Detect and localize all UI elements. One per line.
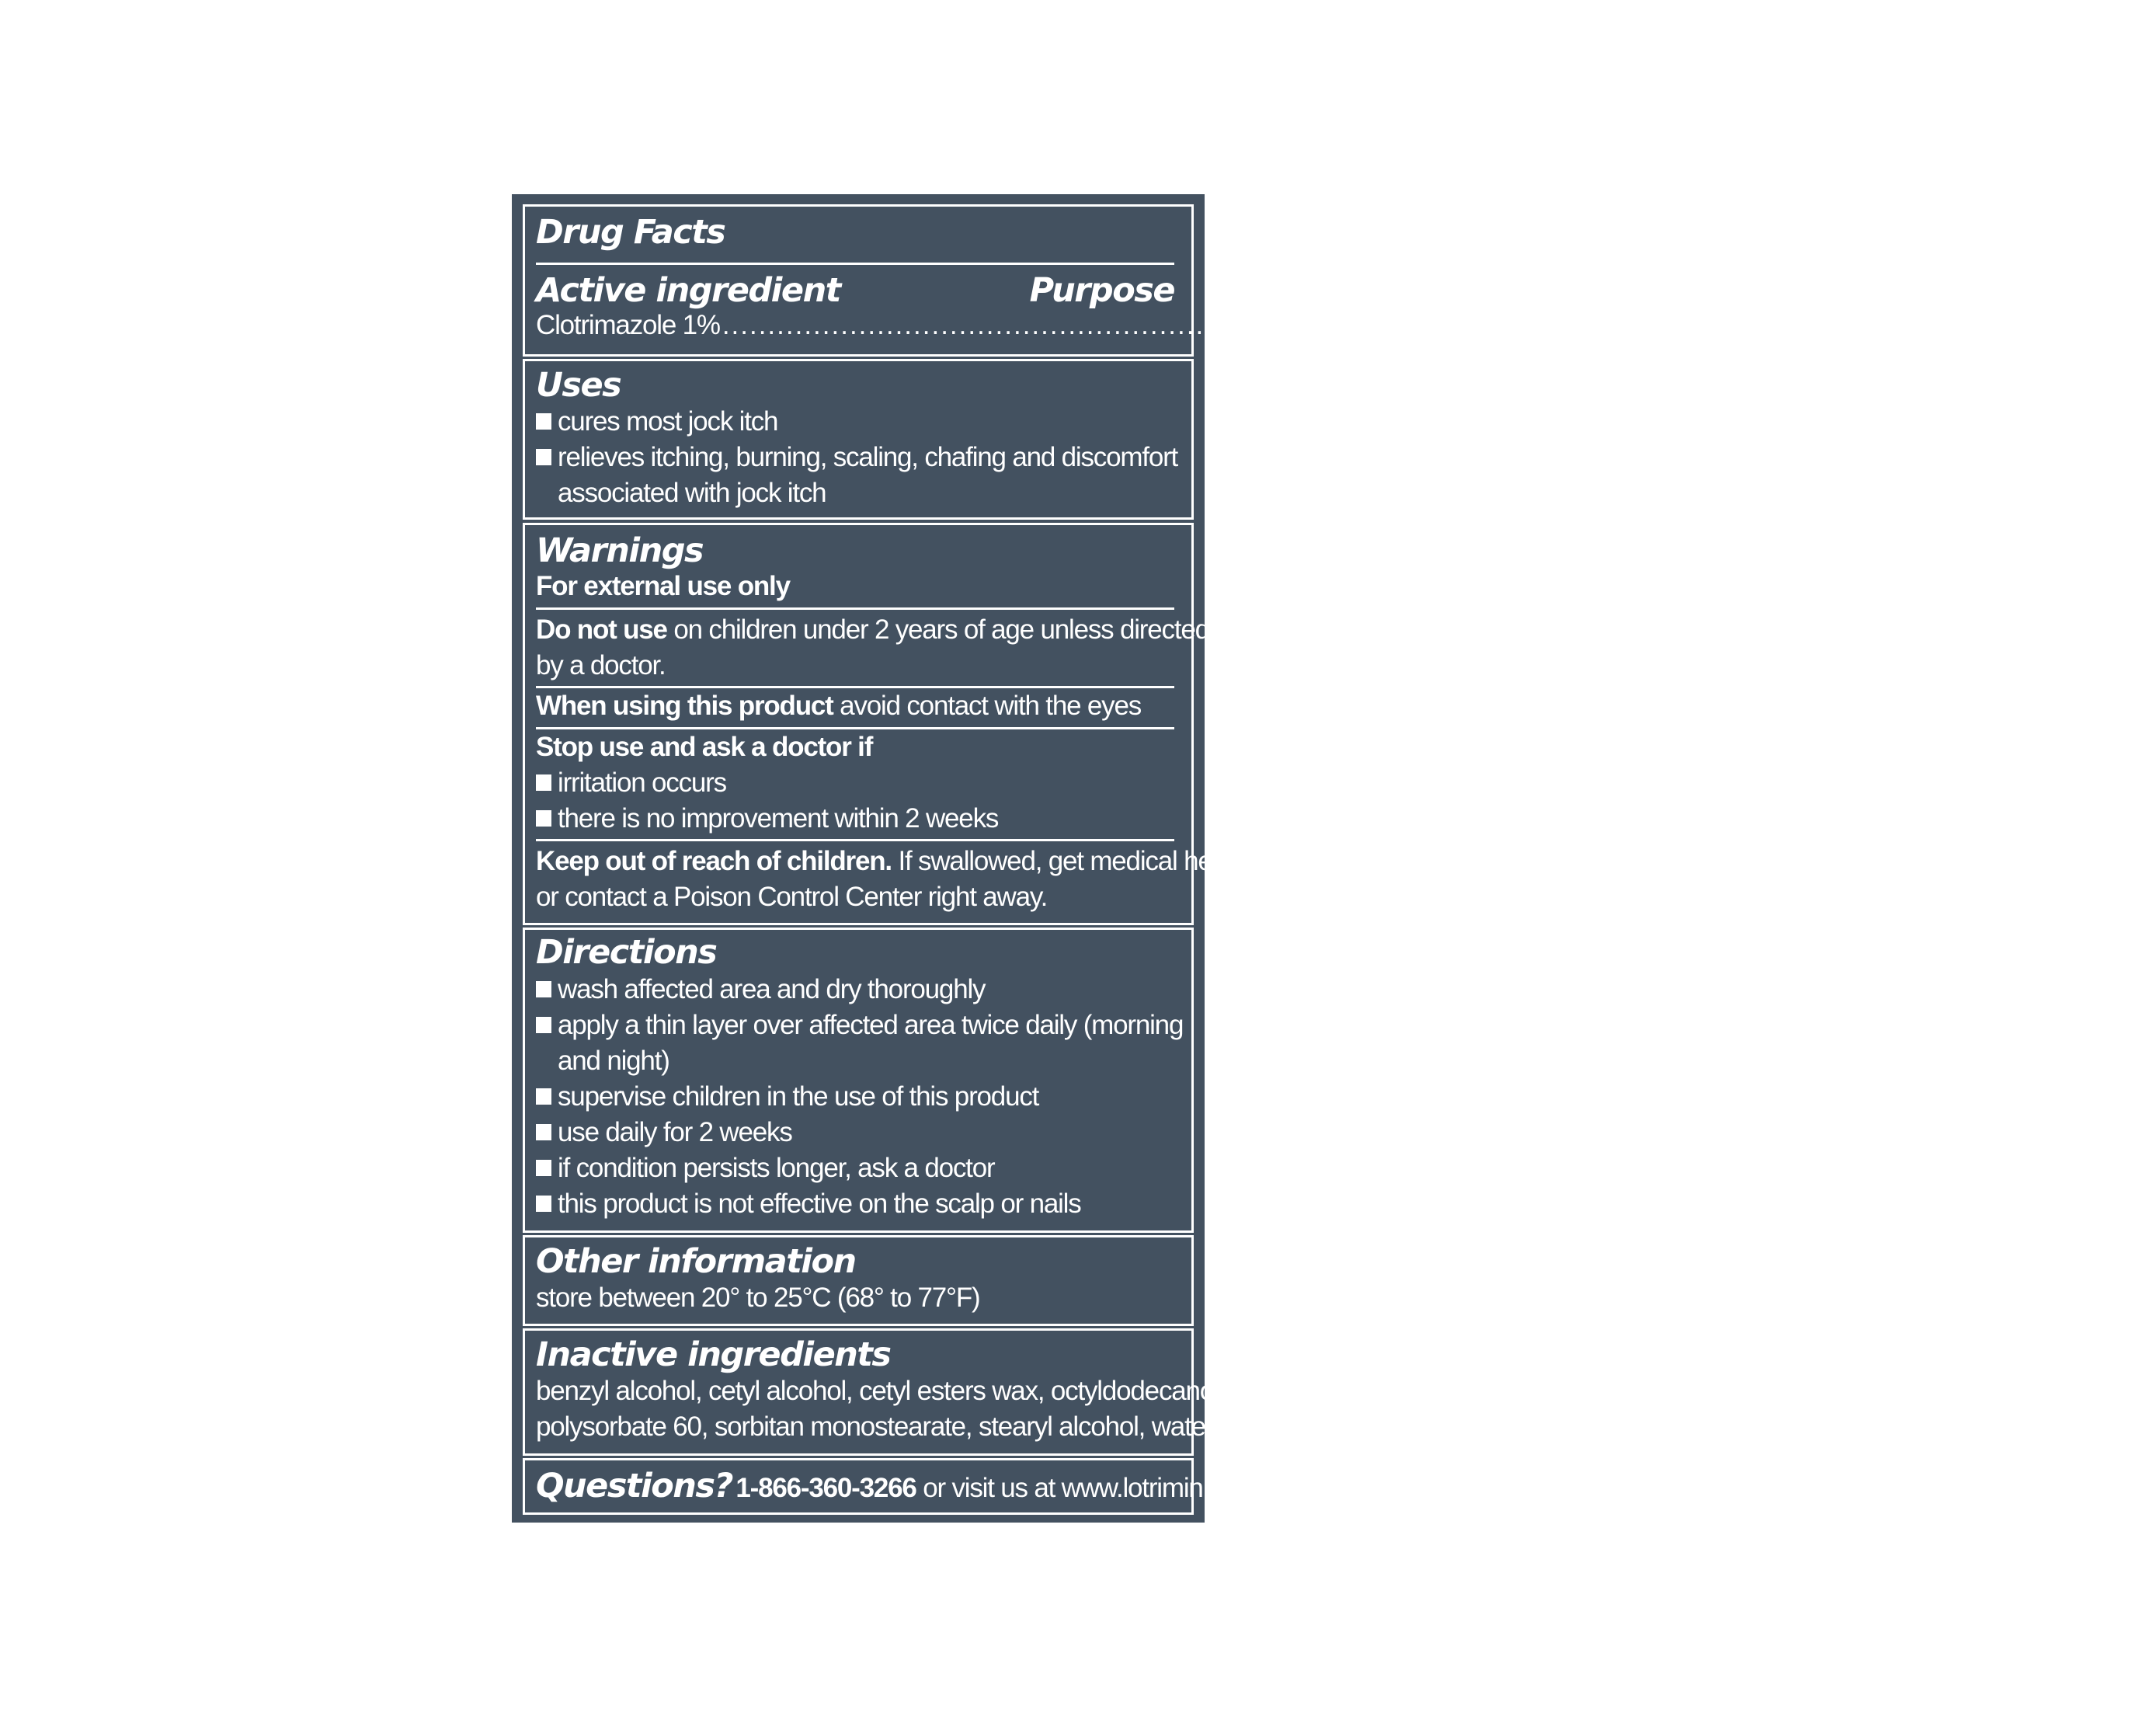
bullet-square-icon xyxy=(536,1160,551,1176)
active-ingredient-name: Clotrimazole 1% xyxy=(536,310,720,340)
uses-item: relieves itching, burning, scaling, chafing and discomfort xyxy=(536,440,1174,475)
active-ingredient-purpose: Antifungal xyxy=(2044,310,2156,340)
drug-facts-panel xyxy=(525,207,2156,354)
storage-text: store between 20° to 25°C (68° to 77°F) xyxy=(536,1283,980,1313)
uses-heading: Uses xyxy=(536,366,621,405)
bullet-square-icon xyxy=(536,1196,551,1212)
directions-item: if condition persists longer, ask a doctor xyxy=(536,1150,1174,1186)
dot-leader: ................................................................................................................................................. xyxy=(722,310,2043,340)
questions-row xyxy=(536,1460,1258,1506)
bullet-square-icon xyxy=(536,774,551,791)
stop-use-item: there is no improvement within 2 weeks xyxy=(536,801,1174,839)
directions-item: apply a thin layer over affected area twice daily (morning xyxy=(536,1008,1174,1043)
other-information-panel xyxy=(525,1237,1191,1324)
directions-item: wash affected area and dry thoroughly xyxy=(536,972,1174,1008)
other-information-heading: Other information xyxy=(536,1242,856,1281)
bullet-square-icon xyxy=(536,1017,551,1033)
warnings-panel xyxy=(525,525,1232,923)
inactive-ingredients-panel xyxy=(525,1331,1226,1453)
questions-heading: Questions? xyxy=(536,1467,732,1505)
purpose-heading: Purpose xyxy=(1029,271,1174,310)
bullet-square-icon xyxy=(536,1124,551,1140)
website-text[interactable]: or visit us at www.lotrimin.com xyxy=(916,1473,1258,1503)
inactive-ingredients-line: polysorbate 60, sorbitan monostearate, stearyl alcohol, water xyxy=(536,1411,1214,1442)
bullet-square-icon xyxy=(536,449,551,465)
do-not-use-warning-continued: by a doctor. xyxy=(536,650,666,680)
active-ingredient-heading: Active ingredient xyxy=(536,271,840,310)
bullet-square-icon xyxy=(536,1088,551,1105)
directions-item-continued: and night) xyxy=(558,1046,669,1076)
directions-item: use daily for 2 weeks xyxy=(536,1115,1174,1150)
keep-out-warning: Keep out of reach of children. If swallowed, get medical help xyxy=(536,846,1232,876)
directions-heading: Directions xyxy=(536,933,717,972)
directions-item: supervise children in the use of this product xyxy=(536,1079,1174,1115)
inactive-ingredients-line: benzyl alcohol, cetyl alcohol, cetyl esters wax, octyldodecanol, xyxy=(536,1376,1226,1406)
uses-panel xyxy=(525,361,1191,517)
questions-panel xyxy=(525,1460,1258,1512)
active-heading-row xyxy=(536,265,1174,308)
drug-facts-label xyxy=(512,194,2156,1523)
uses-item: cures most jock itch xyxy=(536,404,1174,440)
when-using-warning: When using this product avoid contact with the eyes xyxy=(536,691,1142,721)
directions-item: this product is not effective on the scalp or nails xyxy=(536,1186,1174,1222)
uses-item-continued: associated with jock itch xyxy=(558,478,826,508)
directions-panel xyxy=(525,930,1191,1230)
bullet-square-icon xyxy=(536,810,551,827)
active-ingredient-row xyxy=(536,308,2156,343)
phone-number[interactable]: 1-866-360-3266 xyxy=(735,1473,916,1503)
warnings-heading: Warnings xyxy=(536,531,704,570)
do-not-use-warning: Do not use on children under 2 years of age unless directed xyxy=(536,614,1209,645)
stop-use-item: irritation occurs xyxy=(536,765,1174,801)
stop-use-heading: Stop use and ask a doctor if xyxy=(536,732,873,762)
bullet-square-icon xyxy=(536,413,551,430)
bullet-square-icon xyxy=(536,981,551,997)
drug-facts-title: Drug Facts xyxy=(536,213,725,252)
keep-out-warning-continued: or contact a Poison Control Center right away. xyxy=(536,882,1048,912)
external-use-text: For external use only xyxy=(536,571,790,601)
inactive-ingredients-heading: Inactive ingredients xyxy=(536,1335,891,1374)
